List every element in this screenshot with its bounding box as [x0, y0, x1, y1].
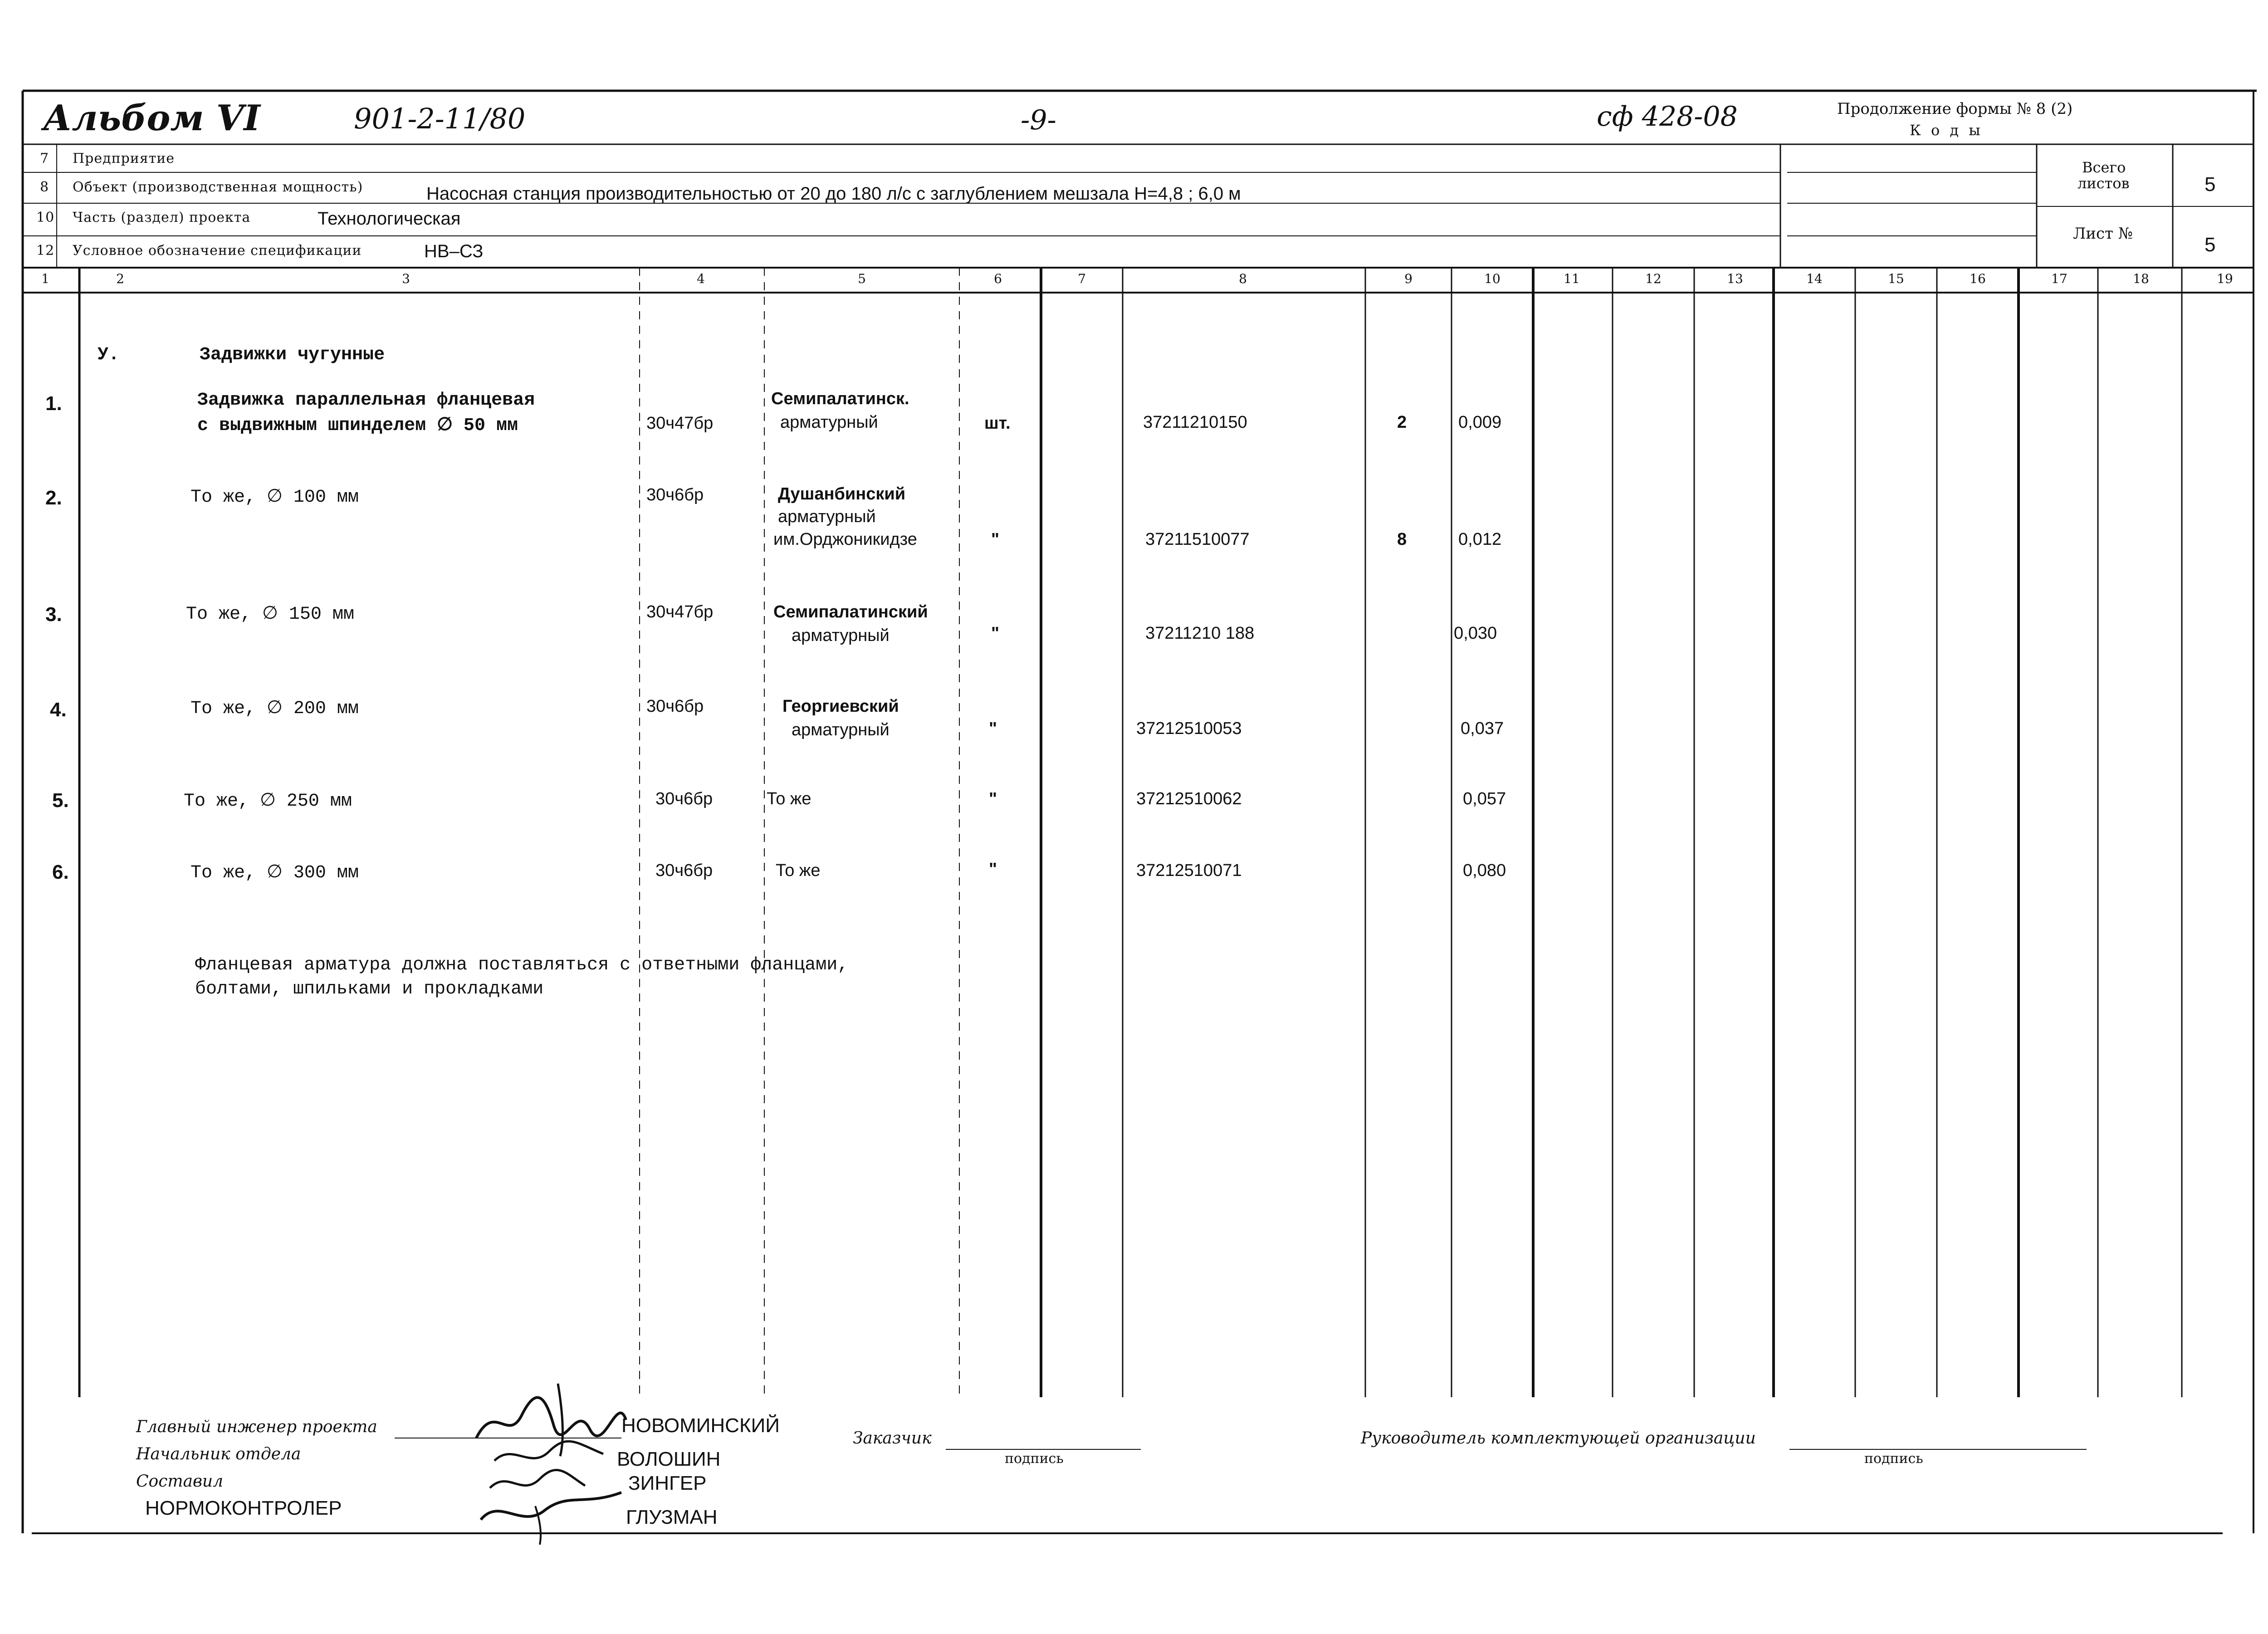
column-number: 13: [1727, 271, 1743, 286]
compiled-label: Составил: [136, 1472, 224, 1491]
item-mark: 30ч6бр: [646, 697, 704, 716]
row-number: 5.: [52, 789, 69, 812]
info-row-label: Объект (производственная мощность): [73, 179, 363, 195]
item-name: То же, ∅ 150 мм: [186, 604, 354, 625]
total-sheets-label-2: листов: [2077, 175, 2130, 192]
customer-label: Заказчик: [853, 1429, 932, 1448]
column-number: 7: [1078, 271, 1086, 286]
column-number: 4: [697, 271, 705, 286]
item-unit: шт.: [984, 414, 1011, 433]
item-maker: Душанбинский: [778, 484, 906, 504]
column-number: 12: [1645, 271, 1662, 286]
column-number: 14: [1806, 271, 1823, 286]
item-maker: Семипалатинск.: [771, 389, 909, 408]
item-name: То же, ∅ 300 мм: [191, 863, 359, 883]
info-row-num: 10: [36, 210, 55, 225]
sheet-number-value: 5: [2204, 234, 2216, 256]
item-code: 37211210150: [1143, 413, 1247, 432]
item-unit: ": [989, 789, 997, 808]
section-title: Задвижки чугунные: [200, 345, 385, 365]
info-row-num: 12: [36, 243, 55, 259]
column-number: 8: [1239, 271, 1247, 286]
item-mark: 30ч6бр: [646, 485, 704, 504]
item-mark: 30ч6бр: [655, 789, 713, 808]
item-maker: То же: [776, 861, 821, 880]
signature-scribbles: [467, 1375, 658, 1547]
column-number: 15: [1888, 271, 1904, 286]
item-quantity: 2: [1397, 413, 1407, 432]
item-code: 37212510053: [1136, 719, 1242, 738]
column-number: 3: [402, 271, 410, 286]
info-row-num: 7: [40, 151, 49, 166]
norm-controller-label: НОРМОКОНТРОЛЕР: [145, 1497, 342, 1519]
sheet-number-label: Лист №: [2073, 225, 2133, 243]
row-number: 1.: [45, 392, 62, 415]
item-maker-line-2: арматурный: [792, 626, 890, 645]
signature-caption-2: подпись: [1864, 1451, 1923, 1467]
note-line-2: болтами, шпильками и прокладками: [195, 979, 544, 999]
item-code: 37212510062: [1136, 789, 1242, 808]
info-row-label: Предприятие: [73, 151, 175, 166]
column-number: 5: [858, 271, 866, 286]
spec-designation: НВ–СЗ: [424, 241, 484, 261]
item-maker-line-2: арматурный: [778, 507, 876, 526]
item-code: 37211510077: [1145, 530, 1250, 549]
info-row-num: 8: [40, 179, 49, 195]
chief-engineer-label: Главный инженер проекта: [136, 1418, 377, 1436]
dept-head-label: Начальник отдела: [136, 1445, 301, 1463]
item-mass: 0,037: [1461, 719, 1504, 738]
column-number: 17: [2051, 271, 2068, 286]
info-row-label: Часть (раздел) проекта: [73, 210, 251, 225]
album-label: Альбом VI: [43, 98, 260, 139]
column-number: 10: [1484, 271, 1501, 286]
item-name: То же, ∅ 250 мм: [184, 791, 352, 812]
item-mass: 0,012: [1458, 530, 1502, 549]
item-unit: ": [991, 530, 1000, 549]
item-maker-line-2: арматурный: [780, 413, 878, 432]
project-code: 901-2-11/80: [354, 102, 526, 135]
norm-controller-name: ГЛУЗМАН: [626, 1506, 718, 1528]
section-number: У.: [98, 345, 120, 365]
project-part: Технологическая: [318, 209, 461, 229]
column-number: 2: [116, 271, 124, 286]
object-name: Насосная станция производительностью от 20 до 180 л/с с заглублением мешзала Н=4,8 ; 6,0 м: [426, 184, 1241, 204]
codes-label: К о д ы: [1910, 122, 1983, 139]
compiled-name: ЗИНГЕР: [628, 1472, 707, 1494]
item-maker-line-3: им.Орджоникидзе: [773, 530, 917, 549]
item-unit: ": [991, 624, 1000, 643]
info-row-label: Условное обозначение спецификации: [73, 243, 362, 259]
chief-engineer-name: НОВОМИНСКИЙ: [621, 1414, 780, 1437]
item-mass: 0,009: [1458, 413, 1502, 432]
item-quantity: 8: [1397, 530, 1407, 549]
note-line-1: Фланцевая арматура должна поставляться с ответными фланцами,: [195, 955, 849, 975]
item-code: 37212510071: [1136, 861, 1242, 880]
item-mass: 0,030: [1454, 624, 1497, 643]
form-continuation: Продолжение формы № 8 (2): [1837, 100, 2073, 118]
item-maker: То же: [767, 789, 811, 808]
page-marker: -9-: [1021, 104, 1056, 136]
dept-head-name: ВОЛОШИН: [617, 1448, 721, 1470]
signature-caption: подпись: [1005, 1451, 1064, 1467]
row-number: 6.: [52, 861, 69, 883]
item-name: Задвижка параллельная фланцевая: [197, 390, 535, 411]
item-name: То же, ∅ 200 мм: [191, 699, 359, 719]
item-maker: Георгиевский: [782, 697, 899, 716]
org-head-label: Руководитель комплектующей организации: [1361, 1429, 1756, 1448]
row-number: 4.: [50, 699, 67, 721]
item-mark: 30ч6бр: [655, 861, 713, 880]
column-number: 11: [1564, 271, 1580, 286]
column-number: 19: [2217, 271, 2233, 286]
row-number: 2.: [45, 487, 62, 509]
total-sheets-label: Всего: [2082, 159, 2126, 176]
item-mark: 30ч47бр: [646, 414, 714, 433]
item-maker: Семипалатинский: [773, 602, 928, 621]
column-number: 1: [41, 271, 49, 286]
row-number: 3.: [45, 603, 62, 626]
item-unit: ": [989, 860, 997, 879]
column-number: 6: [994, 271, 1002, 286]
item-mass: 0,080: [1463, 861, 1506, 880]
item-mark: 30ч47бр: [646, 602, 714, 621]
column-number: 16: [1970, 271, 1986, 286]
item-maker-line-2: арматурный: [792, 720, 890, 739]
item-mass: 0,057: [1463, 789, 1506, 808]
item-name: То же, ∅ 100 мм: [191, 487, 359, 508]
column-number: 9: [1404, 271, 1413, 286]
item-unit: ": [989, 719, 997, 738]
column-number: 18: [2133, 271, 2149, 286]
doc-code: сф 428-08: [1597, 101, 1738, 132]
total-sheets-value: 5: [2204, 173, 2216, 196]
item-code: 37211210 188: [1145, 624, 1255, 643]
item-name-line-2: с выдвижным шпинделем ∅ 50 мм: [197, 416, 518, 436]
